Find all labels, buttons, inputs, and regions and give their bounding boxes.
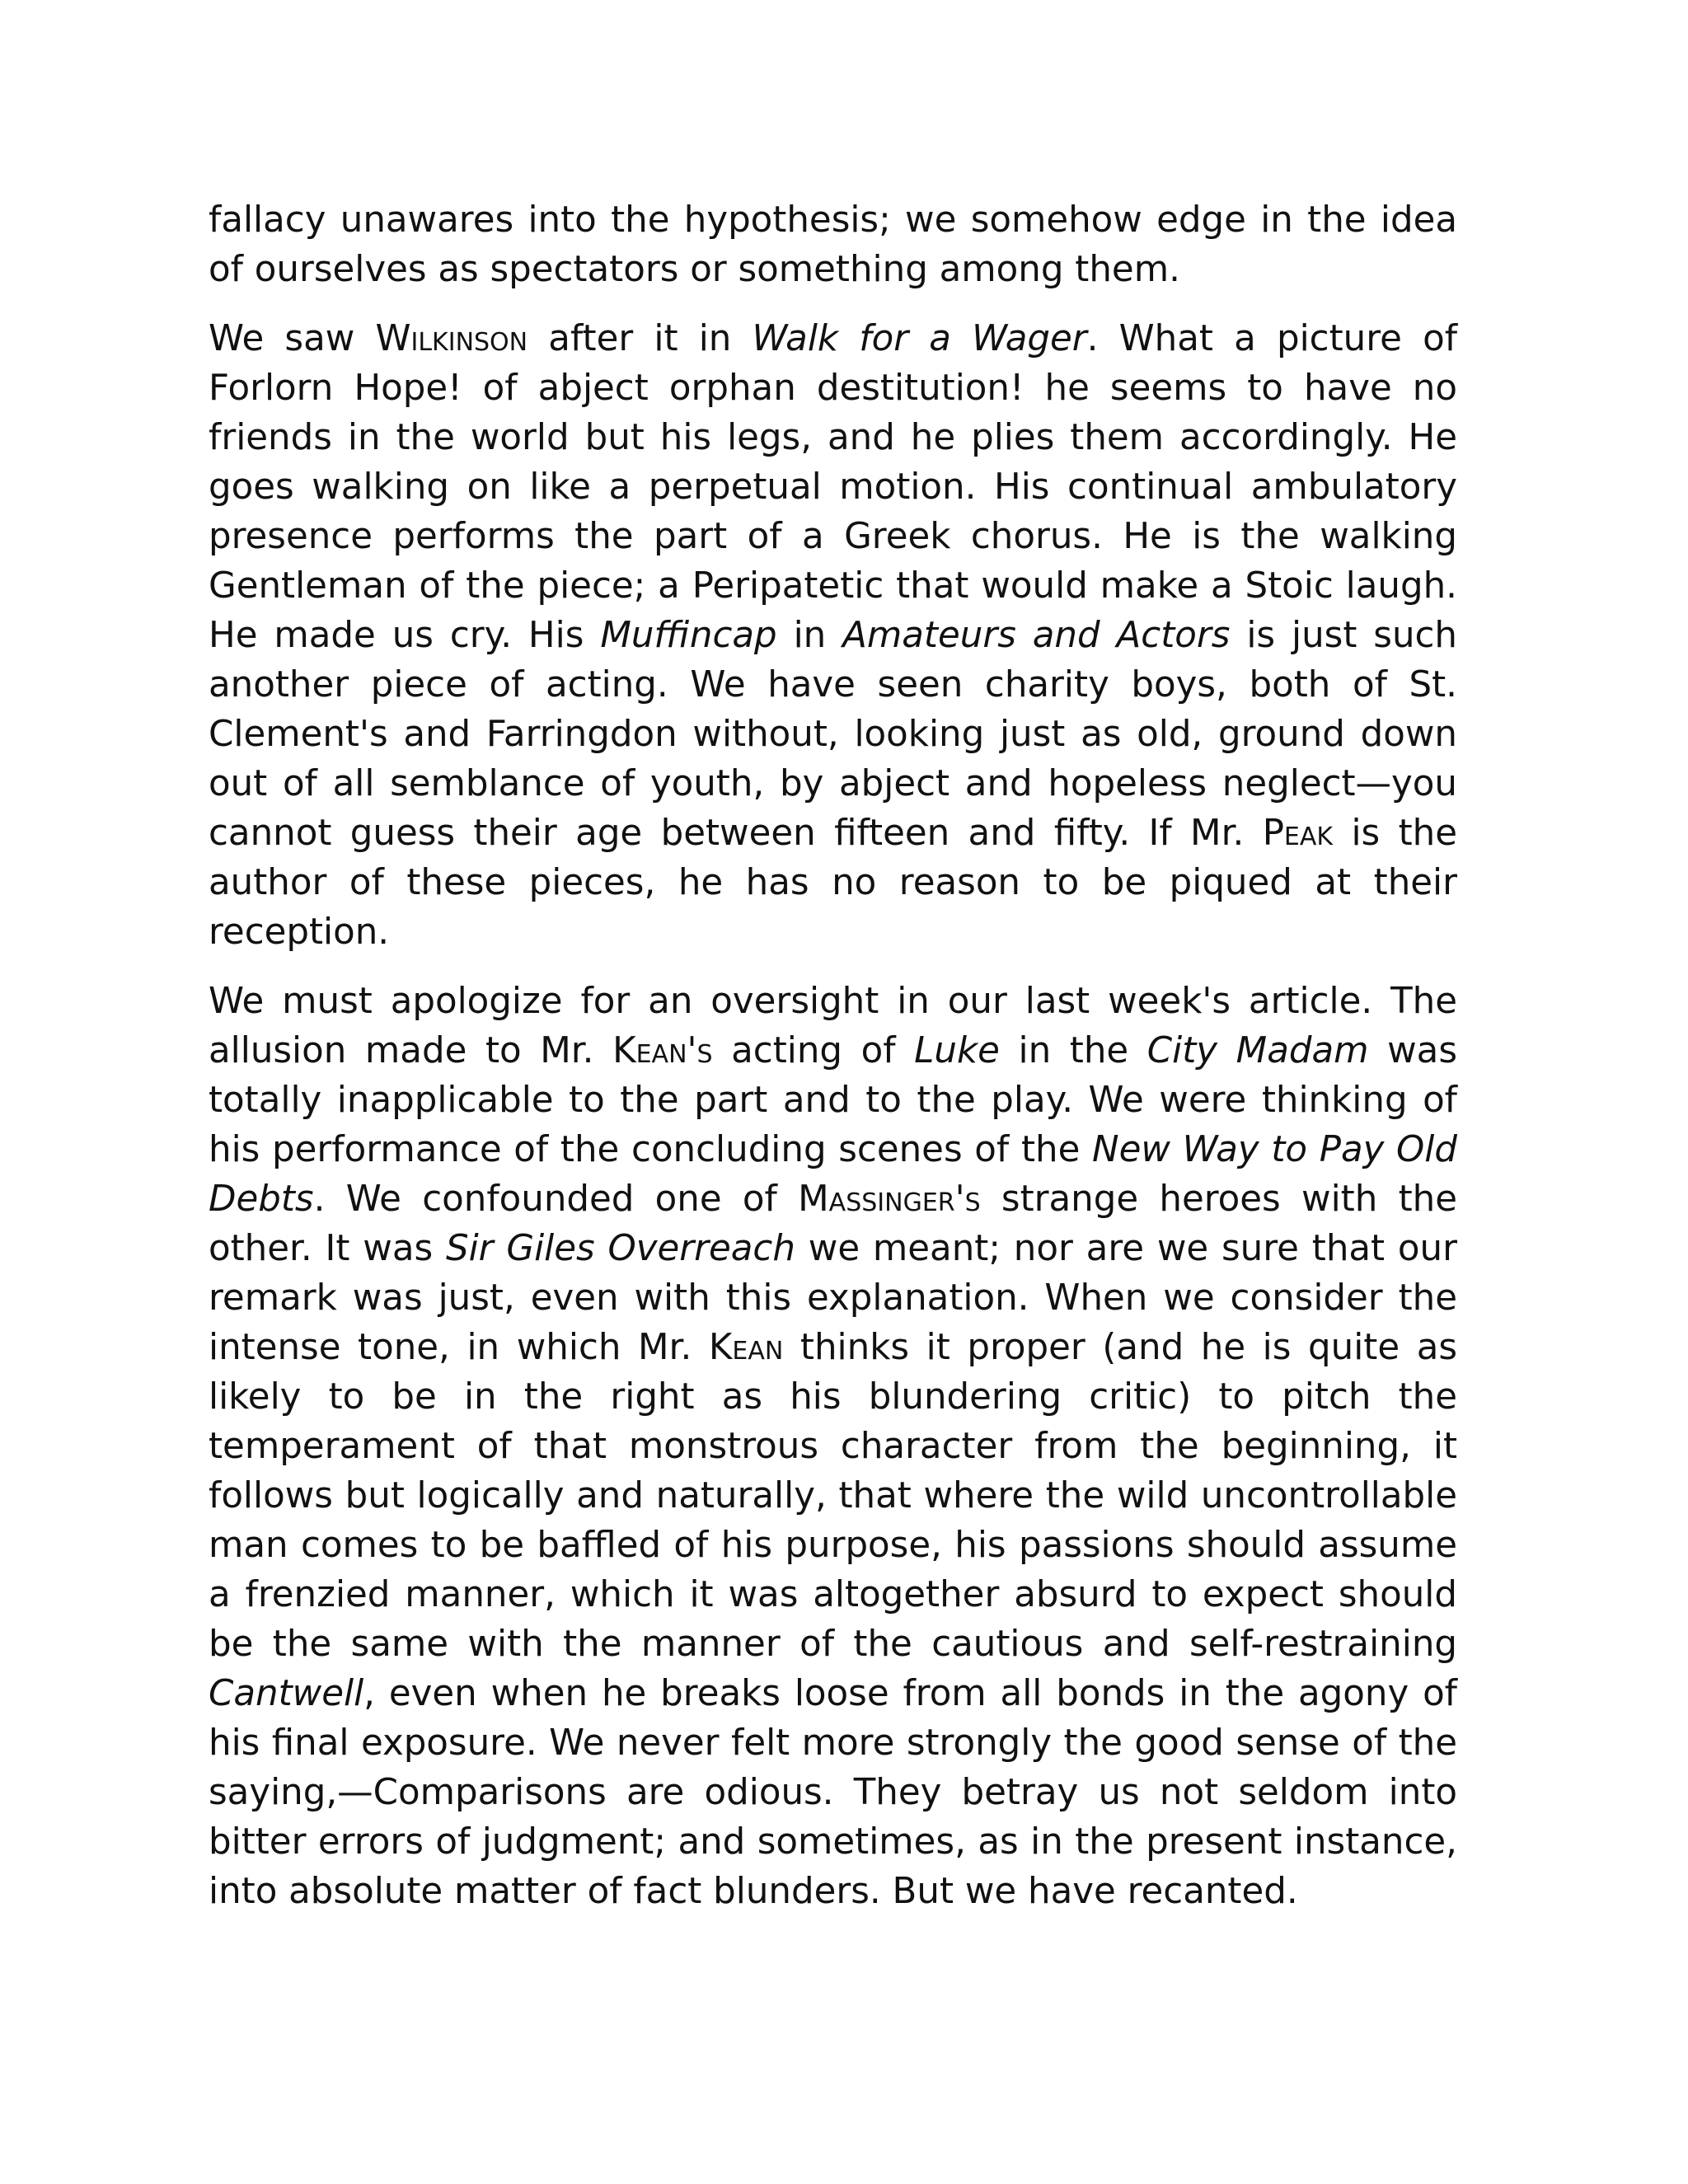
name-massingers: Massinger's [798, 1179, 981, 1220]
title-new-way-to-pay-old-debts: New Way to Pay Old Debts [209, 1129, 1457, 1220]
name-peak: Peak [1262, 813, 1334, 854]
name-kean: Kean [708, 1327, 784, 1368]
paragraph-2: We saw Wilkinson after it in Walk for a Wager. What a picture of Forlorn Hope! of abject orphan destitution! he seems to have no friends in the world but his legs, and he plies them accordingly. He goes walking on like a perpetual motion. His continual ambulatory presence performs the part of a Greek chorus. He is the walking Gentleman of the piece; a Peripatetic that would make a Stoic laugh. He made us cry. His Muffincap in Amateurs and Actors is just such another piece of acting. We have seen charity boys, both of St. Clement's and Farringdon without, looking just as old, ground down out of all semblance of youth, by abject and hopeless neglect—you cannot guess their age between fifteen and fifty. If Mr. Peak is the author of these pieces, he has no reason to be piqued at their reception. [209, 318, 1458, 953]
title-amateurs-and-actors: Amateurs and Actors [842, 615, 1231, 656]
name-wilkinson: Wilkinson [375, 318, 528, 359]
body-text [209, 195, 1457, 1936]
name-keans: Kean's [612, 1030, 713, 1071]
title-muffincap: Muffincap [600, 615, 777, 656]
title-city-madam: City Madam [1146, 1030, 1369, 1071]
title-cantwell: Cantwell [209, 1673, 364, 1714]
paragraph-3: We must apologize for an oversight in our last week's article. The allusion made to Mr. Kean's acting of Luke in the City Madam was totally inapplicable to the part and to the play. We were thinking of his performance of the concluding scenes of the New Way to Pay Old Debts. We confounded one of Massinger's strange heroes with the other. It was Sir Giles Overreach we meant; nor are we sure that our remark was just, even with this explanation. When we consider the intense tone, in which Mr. Kean thinks it proper (and he is quite as likely to be in the right as his blundering critic) to pitch the temperament of that monstrous character from the beginning, it follows but logically and naturally, that where the wild uncontrollable man comes to be baffled of his purpose, his passions should assume a frenzied manner, which it was altogether absurd to expect should be the same with the manner of the cautious and self-restraining Cantwell, even when he breaks loose from all bonds in the agony of his final exposure. We never felt more strongly the good sense of the saying,—Comparisons are odious. They betray us not seldom into bitter errors of judgment; and sometimes, as in the present instance, into absolute matter of fact blunders. But we have recanted. [209, 981, 1458, 1912]
title-luke: Luke [914, 1030, 1000, 1071]
title-walk-for-a-wager: Walk for a Wager [752, 318, 1087, 359]
paragraph-1: fallacy unawares into the hypothesis; we somehow edge in the idea of ourselves as spectators or something among them. [209, 199, 1457, 290]
title-sir-giles-overreach: Sir Giles Overreach [445, 1228, 795, 1269]
